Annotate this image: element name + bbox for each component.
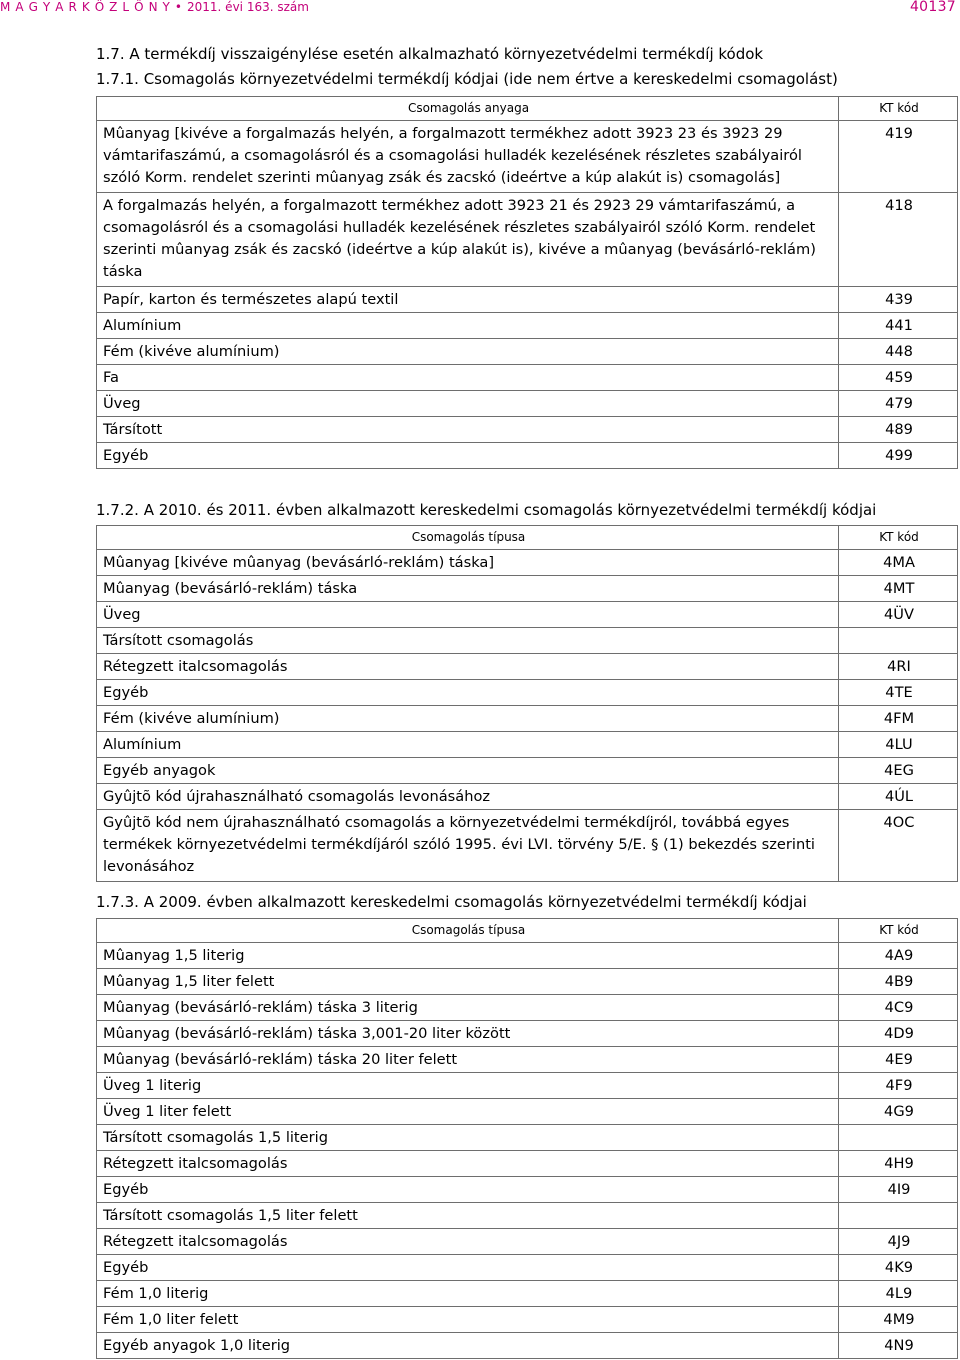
row-description: Mûanyag (bevásárló-reklám) táska — [97, 576, 839, 602]
table-row — [97, 391, 958, 417]
row-kt-code: 4E9 — [839, 1047, 958, 1073]
row-description: Rétegzett italcsomagolás — [97, 1229, 839, 1255]
row-kt-code: 4ÜV — [839, 602, 958, 628]
column-header-kt-code: KT kód — [839, 526, 958, 550]
table-row — [97, 1047, 958, 1073]
row-description: Gyûjtõ kód nem újrahasználható csomagolás a környezetvédelmi termékdíjról, továbbá egyes termékek környezetvédelmi termékdíjáról szóló 1995. évi LVI. törvény 5/E. § (1) bekezdés szerinti levonásához — [97, 810, 839, 882]
row-kt-code: 4MA — [839, 550, 958, 576]
table-row — [97, 628, 958, 654]
row-description: Társított csomagolás 1,5 liter felett — [97, 1203, 839, 1229]
row-description: Üveg — [97, 602, 839, 628]
row-kt-code: 441 — [839, 313, 958, 339]
table-row — [97, 602, 958, 628]
column-header-kt-code: KT kód — [839, 919, 958, 943]
table-header-row — [97, 919, 958, 943]
row-description: Papír, karton és természetes alapú textil — [97, 287, 839, 313]
page-number: 40137 — [909, 0, 956, 15]
table-row — [97, 443, 958, 469]
table-row — [97, 969, 958, 995]
row-kt-code: 4D9 — [839, 1021, 958, 1047]
row-kt-code: 4C9 — [839, 995, 958, 1021]
table-row — [97, 810, 958, 882]
row-description: Mûanyag (bevásárló-reklám) táska 3 literig — [97, 995, 839, 1021]
row-kt-code: 4TE — [839, 680, 958, 706]
row-kt-code: 4OC — [839, 810, 958, 882]
row-description: Társított csomagolás — [97, 628, 839, 654]
row-description: A forgalmazás helyén, a forgalmazott termékhez adott 3923 21 és 2923 29 vámtarifaszámú, a csomagolásról és a csomagolási hulladék kezelésének részletes szabályairól szóló Korm. rendelet szerinti mûanyag zsák és zacskó (ideértve a kúp alakút is), kivéve a mûanyag (bevásárló-reklám) táska — [97, 193, 839, 287]
row-description: Mûanyag [kivéve mûanyag (bevásárló-reklám) táska] — [97, 550, 839, 576]
row-description: Fém (kivéve alumínium) — [97, 339, 839, 365]
commercial-packaging-2010-2011-table — [96, 525, 958, 882]
row-kt-code: 448 — [839, 339, 958, 365]
row-description: Üveg 1 liter felett — [97, 1099, 839, 1125]
row-description: Mûanyag (bevásárló-reklám) táska 3,001-20 liter között — [97, 1021, 839, 1047]
row-kt-code: 4M9 — [839, 1307, 958, 1333]
row-kt-code: 4J9 — [839, 1229, 958, 1255]
row-description: Társított csomagolás 1,5 literig — [97, 1125, 839, 1151]
table-row — [97, 550, 958, 576]
row-description: Egyéb anyagok — [97, 758, 839, 784]
row-kt-code: 499 — [839, 443, 958, 469]
row-kt-code: 479 — [839, 391, 958, 417]
table-row — [97, 784, 958, 810]
row-description: Rétegzett italcsomagolás — [97, 654, 839, 680]
row-description: Üveg 1 literig — [97, 1073, 839, 1099]
table-header-row — [97, 526, 958, 550]
column-header-type: Csomagolás típusa — [97, 526, 839, 550]
row-description: Fa — [97, 365, 839, 391]
section-1-7-1-heading: 1.7.1. Csomagolás környezetvédelmi termékdíj kódjai (ide nem értve a kereskedelmi csomagolást) — [96, 70, 838, 88]
row-kt-code: 4B9 — [839, 969, 958, 995]
row-description: Fém (kivéve alumínium) — [97, 706, 839, 732]
section-1-7-2-heading: 1.7.2. A 2010. és 2011. évben alkalmazott kereskedelmi csomagolás környezetvédelmi termékdíj kódjai — [96, 501, 877, 519]
column-header-kt-code: KT kód — [839, 97, 958, 121]
row-kt-code: 4H9 — [839, 1151, 958, 1177]
row-kt-code: 4MT — [839, 576, 958, 602]
row-description: Mûanyag 1,5 liter felett — [97, 969, 839, 995]
row-kt-code: 4I9 — [839, 1177, 958, 1203]
row-description: Gyûjtõ kód újrahasználható csomagolás levonásához — [97, 784, 839, 810]
table-row — [97, 1073, 958, 1099]
table-row — [97, 417, 958, 443]
row-kt-code: 4LU — [839, 732, 958, 758]
column-header-type: Csomagolás típusa — [97, 919, 839, 943]
row-description: Mûanyag 1,5 literig — [97, 943, 839, 969]
row-kt-code: 4FM — [839, 706, 958, 732]
row-kt-code: 4EG — [839, 758, 958, 784]
row-kt-code: 439 — [839, 287, 958, 313]
table-row — [97, 576, 958, 602]
table-row — [97, 1099, 958, 1125]
table-row — [97, 1307, 958, 1333]
table-row — [97, 1255, 958, 1281]
row-description: Üveg — [97, 391, 839, 417]
table-row — [97, 654, 958, 680]
row-kt-code: 4L9 — [839, 1281, 958, 1307]
row-kt-code: 419 — [839, 121, 958, 193]
row-kt-code: 459 — [839, 365, 958, 391]
row-kt-code: 418 — [839, 193, 958, 287]
table-row — [97, 1203, 958, 1229]
row-description: Alumínium — [97, 732, 839, 758]
table-row — [97, 1151, 958, 1177]
table-row — [97, 1125, 958, 1151]
row-description: Társított — [97, 417, 839, 443]
row-description: Rétegzett italcsomagolás — [97, 1151, 839, 1177]
table-row — [97, 706, 958, 732]
table-row — [97, 995, 958, 1021]
row-kt-code: 4A9 — [839, 943, 958, 969]
row-kt-code — [839, 1125, 958, 1151]
row-kt-code — [839, 1203, 958, 1229]
page-header — [0, 0, 960, 14]
row-description: Fém 1,0 liter felett — [97, 1307, 839, 1333]
row-description: Egyéb — [97, 443, 839, 469]
row-description: Egyéb — [97, 1177, 839, 1203]
row-description: Egyéb — [97, 1255, 839, 1281]
row-description: Egyéb anyagok 1,0 literig — [97, 1333, 839, 1359]
row-description: Fém 1,0 literig — [97, 1281, 839, 1307]
issue-label: 2011. évi 163. szám — [187, 0, 309, 14]
publication-name: M A G Y A R K Ö Z L Ö N Y — [0, 0, 171, 14]
table-row — [97, 1021, 958, 1047]
header-bullet: • — [174, 0, 183, 14]
table-row — [97, 365, 958, 391]
section-1-7-heading: 1.7. A termékdíj visszaigénylése esetén alkalmazható környezetvédelmi termékdíj kódok — [96, 45, 764, 63]
table-row — [97, 1281, 958, 1307]
commercial-packaging-2009-table — [96, 918, 958, 1359]
table-row — [97, 1177, 958, 1203]
table-row — [97, 943, 958, 969]
table-row — [97, 339, 958, 365]
table-row — [97, 121, 958, 193]
row-kt-code: 4K9 — [839, 1255, 958, 1281]
row-kt-code — [839, 628, 958, 654]
packaging-material-code-table — [96, 96, 958, 469]
section-1-7-3-heading: 1.7.3. A 2009. évben alkalmazott kereskedelmi csomagolás környezetvédelmi termékdíj kódjai — [96, 893, 807, 911]
table-row — [97, 680, 958, 706]
table-row — [97, 732, 958, 758]
row-kt-code: 4N9 — [839, 1333, 958, 1359]
row-kt-code: 4F9 — [839, 1073, 958, 1099]
table-row — [97, 193, 958, 287]
row-kt-code: 4RI — [839, 654, 958, 680]
table-row — [97, 287, 958, 313]
row-description: Mûanyag [kivéve a forgalmazás helyén, a forgalmazott termékhez adott 3923 23 és 3923 29 vámtarifaszámú, a csomagolásról és a csomagolási hulladék kezelésének részletes szabályairól szóló Korm. rendelet szerinti mûanyag zsák és zacskó (ideértve a kúp alakút is) csomagolás] — [97, 121, 839, 193]
row-description: Mûanyag (bevásárló-reklám) táska 20 liter felett — [97, 1047, 839, 1073]
column-header-material: Csomagolás anyaga — [97, 97, 839, 121]
table-row — [97, 758, 958, 784]
table-header-row — [97, 97, 958, 121]
row-kt-code: 489 — [839, 417, 958, 443]
table-row — [97, 1229, 958, 1255]
row-description: Alumínium — [97, 313, 839, 339]
publication-title — [0, 0, 309, 14]
row-kt-code: 4G9 — [839, 1099, 958, 1125]
table-row — [97, 313, 958, 339]
row-kt-code: 4ÚL — [839, 784, 958, 810]
table-row — [97, 1333, 958, 1359]
row-description: Egyéb — [97, 680, 839, 706]
